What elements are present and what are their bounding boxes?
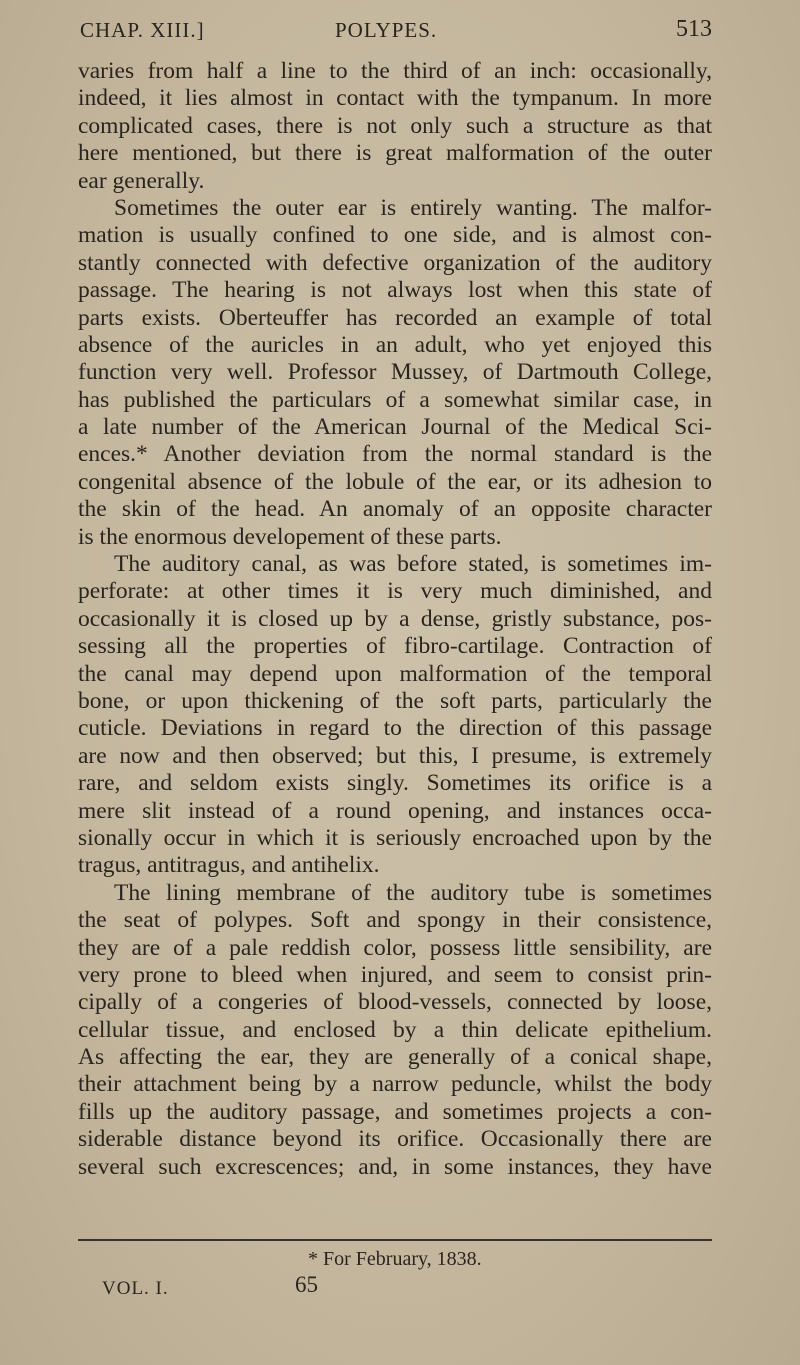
text-line: sessing all the properties of fibro-cartilage. Contraction of [78, 633, 712, 660]
footnote-divider [78, 1239, 712, 1241]
text-line: cellular tissue, and enclosed by a thin delicate epithelium. [78, 1016, 712, 1043]
text-line: complicated cases, there is not only such a structure as that [78, 112, 712, 139]
text-line: varies from half a line to the third of an inch: occasionally, [78, 58, 712, 84]
page-number: 513 [676, 16, 712, 42]
text-line: Sometimes the outer ear is entirely wanting. The malfor- [114, 194, 712, 221]
text-line: occasionally it is closed up by a dense, gristly substance, pos- [78, 605, 712, 632]
text-line: The auditory canal, as was before stated, is sometimes im- [114, 551, 712, 578]
text-line: the canal may depend upon malformation of the temporal [78, 660, 712, 687]
text-line: siderable distance beyond its orifice. Occasionally there are [78, 1126, 712, 1153]
text-line: very prone to bleed when injured, and seem to consist prin- [78, 961, 712, 988]
text-line: parts exists. Oberteuffer has recorded an example of total [78, 304, 712, 331]
gathering-number: 65 [295, 1272, 318, 1297]
text-line: is the enormous developement of these parts. [78, 523, 502, 550]
text-line: ear generally. [78, 167, 205, 194]
text-line: mation is usually confined to one side, and is almost con- [78, 222, 712, 249]
text-line: bone, or upon thickening of the soft parts, particularly the [78, 687, 712, 714]
text-line: their attachment being by a narrow peduncle, whilst the body [78, 1071, 712, 1098]
text-line: they are of a pale reddish color, possess little sensibility, are [78, 934, 712, 961]
text-line: perforate: at other times it is very much diminished, and [78, 578, 712, 605]
text-line: cipally of a congeries of blood-vessels, connected by loose, [78, 989, 712, 1016]
text-line: function very well. Professor Mussey, of Dartmouth College, [78, 359, 712, 386]
text-line: fills up the auditory passage, and sometimes projects a con- [78, 1098, 712, 1125]
running-header [80, 18, 712, 48]
text-line: stantly connected with defective organization of the auditory [78, 249, 712, 276]
text-line: passage. The hearing is not always lost when this state of [78, 277, 712, 304]
text-line: indeed, it lies almost in contact with the tympanum. In more [78, 85, 712, 112]
text-line: the seat of polypes. Soft and spongy in their consistence, [78, 907, 712, 934]
text-line: cuticle. Deviations in regard to the direction of this passage [78, 715, 712, 742]
text-line: As affecting the ear, they are generally of a conical shape, [78, 1044, 712, 1071]
text-line: tragus, antitragus, and antihelix. [78, 852, 380, 879]
text-line: The lining membrane of the auditory tube is sometimes [114, 879, 712, 906]
text-line: ences.* Another deviation from the normal standard is the [78, 441, 712, 468]
text-line: a late number of the American Journal of the Medical Sci- [78, 414, 712, 441]
text-line: rare, and seldom exists singly. Sometimes its orifice is a [78, 770, 712, 797]
text-line: several such excrescences; and, in some instances, they have [78, 1153, 712, 1180]
running-title: POLYPES. [335, 18, 438, 42]
text-line: sionally occur in which it is seriously encroached upon by the [78, 824, 712, 851]
body-text [78, 58, 712, 1181]
text-line: absence of the auricles in an adult, who yet enjoyed this [78, 331, 712, 358]
text-line: are now and then observed; but this, I presume, is extremely [78, 742, 712, 769]
signature-mark: VOL. I. [102, 1278, 169, 1299]
text-line: congenital absence of the lobule of the ear, or its adhesion to [78, 468, 712, 495]
footnote: * For February, 1838. [308, 1248, 482, 1270]
text-line: the skin of the head. An anomaly of an opposite character [78, 496, 712, 523]
text-line: has published the particulars of a somewhat similar case, in [78, 386, 712, 413]
text-line: mere slit instead of a round opening, and instances occa- [78, 797, 712, 824]
text-line: here mentioned, but there is great malformation of the outer [78, 140, 712, 167]
chapter-label: CHAP. XIII.] [80, 18, 205, 42]
